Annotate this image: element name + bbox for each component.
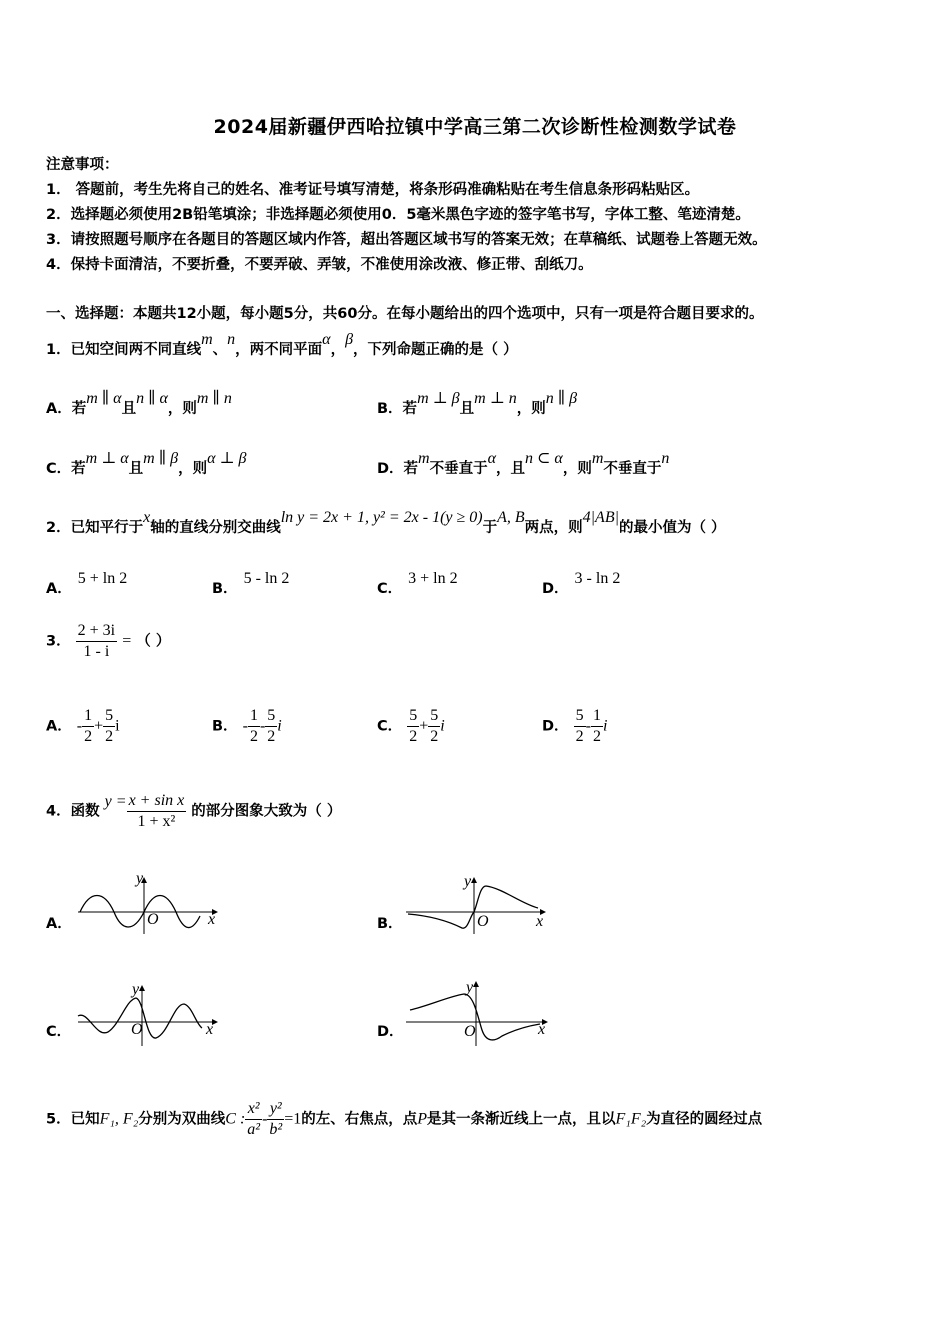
x-label: x (538, 1021, 546, 1038)
notice-item-2: 2．选择题必须使用2B铅笔填涂；非选择题必须使用0．5毫米黑色字迹的签字笔书写，字体工整、笔迹清楚。 (46, 207, 750, 223)
q2-a-value: 5 + ln 2 (77, 570, 128, 587)
q1-n: n (227, 331, 236, 348)
q1-d-e2: α (487, 450, 497, 467)
q1-sep1: 、 (212, 342, 228, 358)
q3-eq: = (122, 632, 132, 650)
notice-heading: 注意事项： (46, 157, 119, 173)
q3-a-unit: i (115, 717, 120, 735)
q3-option-b[interactable] (212, 707, 282, 746)
q3-a-d2: 2 (105, 728, 114, 745)
q1-d-label: D．若 (377, 461, 419, 477)
q3-c-n1: 5 (407, 707, 419, 727)
q1-a-and: 且 (121, 401, 137, 417)
q3-a-n1: 1 (82, 707, 94, 727)
q1-c-then: ，则 (178, 461, 208, 477)
q5-n2: y² (267, 1100, 284, 1120)
q1-a-label: A．若 (46, 401, 87, 417)
q3-d-sign2: - (585, 717, 591, 735)
origin-label: O (477, 913, 489, 930)
q3-d-unit: i (602, 717, 608, 735)
q1-d-t2: 不垂直于 (603, 461, 662, 477)
q5-minus: - (262, 1110, 268, 1128)
section-heading: 一、选择题：本题共12小题，每小题5分，共60分。在每小题给出的四个选项中，只有一项是符合题目要求的。 (46, 306, 764, 322)
q3-b-unit: i (277, 717, 282, 735)
question-5-stem (46, 1100, 762, 1139)
q1-c-label: C．若 (46, 461, 86, 477)
q1-c-and: 且 (128, 461, 144, 477)
q1-option-c[interactable] (46, 450, 247, 478)
q5-text-b: 分别为双曲线 (138, 1111, 226, 1128)
q5-ff: F₁F₂ (615, 1110, 647, 1128)
q5-frac1 (245, 1100, 262, 1139)
q3-d-label: D． (542, 718, 569, 735)
q1-c-e3: α ⊥ β (207, 450, 247, 467)
q5-d2: b² (269, 1121, 283, 1138)
q3-c-frac1 (407, 707, 419, 746)
q4-num: x + sin x (127, 792, 187, 812)
q3-b-frac1 (248, 707, 260, 746)
q3-b-frac2 (265, 707, 277, 746)
q3-paren: （ ） (136, 633, 171, 650)
q4-option-a-label[interactable]: A． (46, 916, 72, 932)
notice-item-1: 1． 答题前，考生先将自己的姓名、准考证号填写清楚，将条形码准确粘贴在考生信息条形码粘贴区。 (46, 182, 700, 198)
q1-d-and: ，且 (496, 461, 526, 477)
q3-num: 2 + 3i (76, 622, 117, 642)
q2-curves: ln y = 2x + 1, y² = 2x - 1(y ≥ 0) (280, 509, 483, 526)
q3-d-d1: 2 (575, 728, 584, 745)
q1-sep2: ， (330, 342, 346, 358)
q1-d-e5: n (661, 450, 670, 467)
q4-den: 1 + x² (137, 813, 176, 830)
q2-a-label: A． (46, 581, 72, 597)
q2-d-label: D． (542, 581, 569, 597)
x-label: x (536, 913, 544, 930)
q1-a-e3: m ∥ n (196, 390, 232, 407)
q4-label: 4．函数 (46, 803, 100, 820)
q3-den: 1 - i (83, 643, 110, 660)
q3-b-d2: 2 (267, 728, 276, 745)
q3-option-c[interactable] (377, 707, 445, 746)
curve (408, 886, 538, 928)
q1-m: m (201, 331, 213, 348)
q1-b-e1: m ⊥ β (417, 390, 460, 407)
q1-option-d[interactable] (377, 450, 670, 478)
q1-a-e1: m ∥ α (86, 390, 122, 407)
q4-graph-a[interactable] (74, 872, 224, 938)
q1-d-e3: n ⊂ α (525, 450, 563, 467)
q2-option-a[interactable] (46, 570, 128, 598)
q3-a-d1: 2 (84, 728, 93, 745)
q3-c-d1: 2 (409, 728, 418, 745)
q2-text-e: 的最小值为（ ） (619, 520, 726, 536)
q2-points: A, B (497, 509, 525, 526)
q3-d-d2: 2 (592, 728, 601, 745)
q4-option-b-label[interactable]: B． (377, 916, 403, 932)
q3-a-sign1: - (76, 717, 83, 735)
q2-option-b[interactable] (212, 570, 290, 598)
q4-option-d-label[interactable]: D． (377, 1024, 404, 1040)
q5-text-d: 是其一条渐近线上一点，且以 (427, 1111, 616, 1128)
q1-b-e3: n ∥ β (545, 390, 578, 407)
origin-label: O (147, 911, 159, 928)
q1-d-then: ，则 (562, 461, 592, 477)
y-arrow-icon (473, 981, 479, 987)
q4-graph-c[interactable] (74, 980, 224, 1050)
y-label: y (464, 873, 472, 890)
question-4-stem (46, 792, 341, 831)
q4-graph-b[interactable] (402, 872, 552, 938)
q1-text-a: 1．已知空间两不同直线 (46, 342, 202, 358)
q3-c-unit: i (440, 717, 445, 735)
q5-text-a: 5．已知 (46, 1111, 100, 1128)
q3-c-n2: 5 (428, 707, 440, 727)
y-arrow-icon (139, 985, 145, 991)
q3-c-d2: 2 (430, 728, 439, 745)
q3-b-d1: 2 (249, 728, 258, 745)
q5-p: P (417, 1110, 427, 1128)
q3-a-frac2 (103, 707, 115, 746)
q2-option-d[interactable] (542, 570, 621, 598)
q1-d-t1: 不垂直于 (429, 461, 488, 477)
q1-b-label: B．若 (377, 401, 418, 417)
q1-option-a[interactable] (46, 390, 232, 418)
q3-d-frac2 (591, 707, 603, 746)
origin-label: O (131, 1021, 143, 1038)
q2-text-b: 轴的直线分别交曲线 (150, 520, 281, 536)
notice-item-4: 4．保持卡面清洁，不要折叠，不要弄破、弄皱，不准使用涂改液、修正带、刮纸刀。 (46, 257, 593, 273)
notice-item-3: 3．请按照题号顺序在各题目的答题区域内作答，超出答题区域书写的答案无效；在草稿纸、试题卷上答题无效。 (46, 232, 767, 248)
q4-fraction (127, 792, 187, 831)
q5-foci: F₁, F₂ (99, 1110, 139, 1128)
q5-text-e: 为直径的圆经过点 (646, 1111, 763, 1128)
q3-a-frac1 (82, 707, 94, 746)
q2-text-a: 2．已知平行于 (46, 520, 144, 536)
origin-label: O (464, 1023, 476, 1040)
y-label: y (132, 981, 140, 998)
question-1-stem (46, 331, 518, 359)
q5-d1: a² (247, 1121, 261, 1138)
q2-b-value: 5 - ln 2 (243, 570, 290, 587)
x-label: x (206, 1021, 214, 1038)
q5-eq: =1 (284, 1110, 302, 1128)
q3-c-label: C． (377, 718, 403, 735)
y-label: y (136, 872, 144, 887)
y-label: y (466, 980, 474, 996)
q5-frac2 (267, 1100, 284, 1139)
q2-c-value: 3 + ln 2 (408, 570, 458, 587)
q5-text-c: 的左、右焦点，点 (301, 1111, 418, 1128)
q3-option-a[interactable] (46, 707, 120, 746)
y-arrow-icon (471, 877, 477, 883)
q2-d-value: 3 - ln 2 (574, 570, 621, 587)
q1-b-e2: m ⊥ n (474, 390, 517, 407)
q3-a-n2: 5 (103, 707, 115, 727)
q1-a-e2: n ∥ α (136, 390, 168, 407)
q2-option-c[interactable] (377, 570, 458, 598)
q1-c-e1: m ⊥ α (85, 450, 129, 467)
q1-text-b: ，两不同平面 (235, 342, 323, 358)
q4-y: y = (104, 792, 127, 810)
q1-b-and: 且 (459, 401, 475, 417)
q3-b-n2: 5 (265, 707, 277, 727)
q1-alpha: α (322, 331, 331, 348)
q2-text-d: 两点，则 (524, 520, 583, 536)
q5-c: C : (225, 1110, 246, 1128)
q4-tail: 的部分图象大致为（ ） (191, 803, 342, 820)
q1-option-b[interactable] (377, 390, 578, 418)
q2-c-label: C． (377, 581, 403, 597)
q2-b-label: B． (212, 581, 238, 597)
q3-b-sign2: - (259, 717, 266, 735)
q1-beta: β (345, 331, 354, 348)
x-label: x (208, 911, 216, 928)
q1-text-c: ，下列命题正确的是（ ） (353, 342, 518, 358)
question-2-stem (46, 509, 726, 537)
page-title: 2024届新疆伊西哈拉镇中学高三第二次诊断性检测数学试卷 (213, 116, 737, 138)
q2-expr: 4|AB| (582, 509, 619, 526)
q4-graph-d[interactable] (402, 980, 552, 1050)
q3-option-d[interactable] (542, 707, 607, 746)
q3-d-n2: 1 (591, 707, 603, 727)
q5-n1: x² (245, 1100, 262, 1120)
q3-b-sign1: - (242, 717, 248, 735)
q3-a-sign2: + (94, 717, 104, 735)
q1-a-then: ，则 (167, 401, 197, 417)
q2-text-c: 于 (482, 520, 498, 536)
q3-d-n1: 5 (574, 707, 586, 727)
q3-label: 3． (46, 633, 71, 650)
q3-fraction (76, 622, 117, 661)
q3-a-label: A． (46, 718, 72, 735)
q3-d-frac1 (574, 707, 586, 746)
q3-c-frac2 (428, 707, 440, 746)
q4-option-c-label[interactable]: C． (46, 1024, 72, 1040)
q2-x: x (143, 509, 151, 526)
question-3-stem (46, 622, 170, 661)
q1-d-e1: m (418, 450, 430, 467)
q3-b-n1: 1 (248, 707, 260, 727)
q3-b-label: B． (212, 718, 238, 735)
q1-b-then: ，则 (516, 401, 546, 417)
q1-d-e4: m (591, 450, 604, 467)
q1-c-e2: m ∥ β (143, 450, 179, 467)
q3-c-sign2: + (419, 717, 429, 735)
